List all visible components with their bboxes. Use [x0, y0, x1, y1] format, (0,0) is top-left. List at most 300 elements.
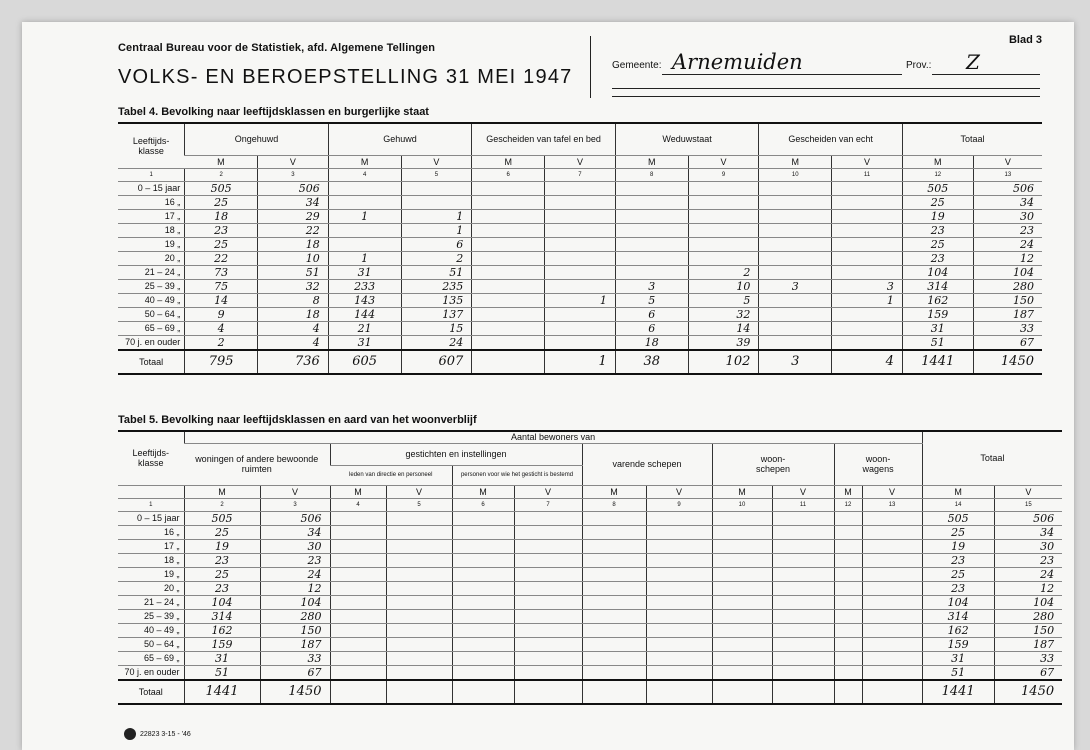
- count-cell: [514, 637, 582, 651]
- count-cell: 19: [922, 539, 994, 553]
- v-header: V: [514, 485, 582, 498]
- m-header: M: [615, 155, 688, 168]
- count-cell: 15: [401, 321, 472, 335]
- count-cell: [834, 651, 862, 665]
- count-cell: [832, 251, 903, 265]
- count-cell: 104: [973, 265, 1042, 279]
- count-cell: 280: [973, 279, 1042, 293]
- count-cell: 150: [973, 293, 1042, 307]
- count-cell: [452, 651, 514, 665]
- count-cell: [832, 223, 903, 237]
- count-cell: 51: [401, 265, 472, 279]
- m-header: M: [712, 485, 772, 498]
- mv-spacer: [118, 485, 184, 498]
- table-row: [118, 539, 1062, 553]
- table-row: [118, 181, 1042, 195]
- m-header: M: [834, 485, 862, 498]
- count-cell: [712, 651, 772, 665]
- count-cell: [688, 181, 759, 195]
- age-class: 25 – 39 „: [118, 609, 184, 623]
- count-cell: 34: [260, 525, 330, 539]
- count-cell: [772, 637, 834, 651]
- count-cell: 1: [328, 251, 401, 265]
- count-cell: [582, 595, 646, 609]
- count-cell: [452, 525, 514, 539]
- count-cell: 104: [994, 595, 1062, 609]
- count-cell: 104: [184, 595, 260, 609]
- count-cell: [862, 609, 922, 623]
- count-cell: [582, 637, 646, 651]
- count-cell: 3: [832, 279, 903, 293]
- staff-header: leden van directie en personeel: [330, 465, 452, 485]
- table-row: [118, 525, 1062, 539]
- table4: [118, 122, 1042, 375]
- count-cell: [545, 307, 616, 321]
- count-cell: 31: [328, 265, 401, 279]
- count-cell: 51: [184, 665, 260, 680]
- m-header: M: [328, 155, 401, 168]
- column-number: 6: [472, 168, 545, 181]
- count-cell: [330, 609, 386, 623]
- count-cell: 2: [688, 265, 759, 279]
- count-cell: [386, 651, 452, 665]
- total-cell: [452, 680, 514, 704]
- column-number: 10: [712, 498, 772, 511]
- ships-header: varende schepen: [582, 443, 712, 485]
- age-class: 16 „: [118, 195, 185, 209]
- count-cell: [712, 637, 772, 651]
- count-cell: [832, 195, 903, 209]
- print-code: [124, 728, 191, 740]
- age-class: 16 „: [118, 525, 184, 539]
- age-class: 40 – 49 „: [118, 293, 185, 307]
- count-cell: 4: [258, 335, 329, 350]
- count-cell: 24: [973, 237, 1042, 251]
- count-cell: [615, 195, 688, 209]
- count-cell: [832, 321, 903, 335]
- count-cell: [472, 321, 545, 335]
- count-cell: [330, 637, 386, 651]
- count-cell: 506: [994, 511, 1062, 525]
- v-header: V: [258, 155, 329, 168]
- table-row: [118, 665, 1062, 680]
- count-cell: [646, 637, 712, 651]
- count-cell: [386, 511, 452, 525]
- count-cell: [772, 539, 834, 553]
- count-cell: 25: [184, 525, 260, 539]
- count-cell: 14: [185, 293, 258, 307]
- count-cell: 8: [258, 293, 329, 307]
- count-cell: [452, 595, 514, 609]
- count-cell: [582, 581, 646, 595]
- count-cell: 104: [902, 265, 973, 279]
- column-number: 5: [386, 498, 452, 511]
- age-class: 50 – 64 „: [118, 307, 185, 321]
- count-cell: [330, 553, 386, 567]
- count-cell: [646, 539, 712, 553]
- count-cell: [452, 623, 514, 637]
- age-class: 17 „: [118, 539, 184, 553]
- v-header: V: [772, 485, 834, 498]
- count-cell: [832, 209, 903, 223]
- m-header: M: [582, 485, 646, 498]
- count-cell: 23: [902, 223, 973, 237]
- count-cell: [862, 539, 922, 553]
- count-cell: [386, 595, 452, 609]
- total-cell: 736: [258, 350, 329, 374]
- total-label: Totaal: [118, 680, 184, 704]
- count-cell: 162: [922, 623, 994, 637]
- count-cell: [834, 623, 862, 637]
- count-cell: [772, 581, 834, 595]
- count-cell: [545, 335, 616, 350]
- table-row: [118, 553, 1062, 567]
- count-cell: [646, 553, 712, 567]
- age-class: 20 „: [118, 581, 184, 595]
- count-cell: 506: [260, 511, 330, 525]
- count-cell: 25: [185, 237, 258, 251]
- total-cell: 605: [328, 350, 401, 374]
- count-cell: [330, 651, 386, 665]
- count-cell: 314: [922, 609, 994, 623]
- count-cell: 9: [185, 307, 258, 321]
- count-cell: [472, 307, 545, 321]
- table-row: [118, 651, 1062, 665]
- column-number: 9: [688, 168, 759, 181]
- total-cell: 4: [832, 350, 903, 374]
- count-cell: [328, 223, 401, 237]
- count-cell: [386, 581, 452, 595]
- total-cell: 1450: [994, 680, 1062, 704]
- count-cell: [615, 223, 688, 237]
- count-cell: 23: [973, 223, 1042, 237]
- v-header: V: [688, 155, 759, 168]
- v-header: V: [646, 485, 712, 498]
- count-cell: 25: [902, 195, 973, 209]
- count-cell: [862, 567, 922, 581]
- count-cell: [688, 251, 759, 265]
- count-cell: [472, 237, 545, 251]
- count-cell: [712, 595, 772, 609]
- count-cell: 22: [185, 251, 258, 265]
- count-cell: 29: [258, 209, 329, 223]
- total-cell: 1441: [902, 350, 973, 374]
- column-number: 1: [118, 498, 184, 511]
- count-cell: [615, 265, 688, 279]
- column-number: 10: [759, 168, 832, 181]
- table-row: [118, 335, 1042, 350]
- table-row: [118, 511, 1062, 525]
- count-cell: 10: [258, 251, 329, 265]
- table-row: [118, 265, 1042, 279]
- count-cell: [330, 581, 386, 595]
- count-cell: 18: [615, 335, 688, 350]
- count-cell: 6: [615, 321, 688, 335]
- count-cell: 32: [688, 307, 759, 321]
- count-cell: 6: [401, 237, 472, 251]
- count-cell: [834, 637, 862, 651]
- count-cell: 10: [688, 279, 759, 293]
- count-cell: 25: [184, 567, 260, 581]
- count-cell: [712, 553, 772, 567]
- count-cell: [514, 567, 582, 581]
- count-cell: [545, 279, 616, 293]
- table-row: [118, 581, 1062, 595]
- count-cell: 30: [994, 539, 1062, 553]
- count-cell: [514, 553, 582, 567]
- table-row: [118, 637, 1062, 651]
- column-number: 7: [514, 498, 582, 511]
- table-row: [118, 293, 1042, 307]
- count-cell: [386, 553, 452, 567]
- count-cell: [688, 209, 759, 223]
- count-cell: 4: [258, 321, 329, 335]
- count-cell: [472, 209, 545, 223]
- count-cell: [834, 525, 862, 539]
- column-number: 6: [452, 498, 514, 511]
- count-cell: [330, 595, 386, 609]
- count-cell: 39: [688, 335, 759, 350]
- count-cell: 506: [258, 181, 329, 195]
- count-cell: 25: [922, 567, 994, 581]
- count-cell: [772, 567, 834, 581]
- houseboats-header: woon- schepen: [712, 443, 834, 485]
- group-header: Ongehuwd: [185, 123, 329, 155]
- count-cell: [514, 609, 582, 623]
- count-cell: 144: [328, 307, 401, 321]
- form-title: VOLKS- EN BEROEPSTELLING 31 MEI 1947: [118, 66, 573, 88]
- count-cell: [832, 335, 903, 350]
- count-cell: [772, 651, 834, 665]
- count-cell: [514, 539, 582, 553]
- count-cell: 19: [184, 539, 260, 553]
- count-cell: [330, 665, 386, 680]
- count-cell: [832, 237, 903, 251]
- total-cell: 102: [688, 350, 759, 374]
- count-cell: [582, 567, 646, 581]
- age-class: 0 – 15 jaar: [118, 511, 184, 525]
- count-cell: 31: [902, 321, 973, 335]
- count-cell: 162: [184, 623, 260, 637]
- total-cell: [514, 680, 582, 704]
- count-cell: [772, 623, 834, 637]
- column-number: 8: [615, 168, 688, 181]
- table-row: [118, 567, 1062, 581]
- total-cell: 38: [615, 350, 688, 374]
- count-cell: 162: [902, 293, 973, 307]
- total-cell: [330, 680, 386, 704]
- column-number: 13: [973, 168, 1042, 181]
- total-cell: 795: [185, 350, 258, 374]
- count-cell: [472, 265, 545, 279]
- count-cell: [834, 665, 862, 680]
- count-cell: 24: [994, 567, 1062, 581]
- count-cell: 33: [260, 651, 330, 665]
- count-cell: [712, 511, 772, 525]
- count-cell: [834, 511, 862, 525]
- header-rule: [612, 88, 1040, 89]
- count-cell: [615, 237, 688, 251]
- count-cell: [615, 251, 688, 265]
- total-cell: [862, 680, 922, 704]
- count-cell: [582, 665, 646, 680]
- count-cell: 19: [902, 209, 973, 223]
- count-cell: 18: [185, 209, 258, 223]
- count-cell: 2: [185, 335, 258, 350]
- column-number: 11: [772, 498, 834, 511]
- count-cell: [330, 623, 386, 637]
- count-cell: 506: [973, 181, 1042, 195]
- count-cell: 31: [328, 335, 401, 350]
- count-cell: [759, 265, 832, 279]
- count-cell: [862, 581, 922, 595]
- count-cell: [646, 651, 712, 665]
- count-cell: 235: [401, 279, 472, 293]
- count-cell: 314: [184, 609, 260, 623]
- prov-line: [932, 74, 1040, 75]
- total-cell: 1441: [922, 680, 994, 704]
- count-cell: [582, 623, 646, 637]
- count-cell: 2: [401, 251, 472, 265]
- count-cell: [545, 181, 616, 195]
- count-cell: 34: [258, 195, 329, 209]
- count-cell: 4: [185, 321, 258, 335]
- count-cell: 67: [994, 665, 1062, 680]
- count-cell: 5: [688, 293, 759, 307]
- count-cell: [452, 637, 514, 651]
- count-cell: 75: [185, 279, 258, 293]
- count-cell: 18: [258, 237, 329, 251]
- count-cell: 33: [973, 321, 1042, 335]
- count-cell: [545, 265, 616, 279]
- prov-label: Prov.:: [906, 60, 932, 71]
- count-cell: 280: [260, 609, 330, 623]
- count-cell: [328, 181, 401, 195]
- count-cell: [582, 539, 646, 553]
- age-class: 21 – 24 „: [118, 595, 184, 609]
- count-cell: 24: [401, 335, 472, 350]
- age-class: 50 – 64 „: [118, 637, 184, 651]
- count-cell: [862, 525, 922, 539]
- table-row: [118, 623, 1062, 637]
- count-cell: [646, 595, 712, 609]
- count-cell: [401, 195, 472, 209]
- count-cell: [712, 525, 772, 539]
- total-row: [118, 350, 1042, 374]
- count-cell: [772, 609, 834, 623]
- institutions-header: gestichten en instellingen: [330, 443, 582, 465]
- count-cell: 51: [258, 265, 329, 279]
- v-header: V: [994, 485, 1062, 498]
- column-number: 4: [328, 168, 401, 181]
- m-header: M: [759, 155, 832, 168]
- count-cell: 505: [922, 511, 994, 525]
- gemeente-label: Gemeente:: [612, 60, 662, 71]
- count-cell: 25: [922, 525, 994, 539]
- count-cell: 159: [184, 637, 260, 651]
- count-cell: [772, 553, 834, 567]
- count-cell: [862, 595, 922, 609]
- total-cell: [386, 680, 452, 704]
- sheet-number: Blad 3: [1008, 34, 1042, 46]
- count-cell: [545, 223, 616, 237]
- count-cell: [452, 511, 514, 525]
- count-cell: [545, 251, 616, 265]
- count-cell: 23: [260, 553, 330, 567]
- count-cell: [712, 665, 772, 680]
- total-label: Totaal: [118, 350, 185, 374]
- count-cell: 280: [994, 609, 1062, 623]
- count-cell: [832, 265, 903, 279]
- count-cell: 33: [994, 651, 1062, 665]
- count-cell: [759, 251, 832, 265]
- count-cell: [772, 595, 834, 609]
- count-cell: [330, 539, 386, 553]
- table4-title: Tabel 4. Bevolking naar leeftijdsklassen en burgerlijke staat: [118, 106, 429, 118]
- column-number: 5: [401, 168, 472, 181]
- column-number: 13: [862, 498, 922, 511]
- total-cell: 1441: [184, 680, 260, 704]
- count-cell: [862, 511, 922, 525]
- count-cell: 5: [615, 293, 688, 307]
- count-cell: [759, 321, 832, 335]
- total-cell: [772, 680, 834, 704]
- total-cell: 1450: [260, 680, 330, 704]
- age-class: 21 – 24 „: [118, 265, 185, 279]
- age-class: 18 „: [118, 223, 185, 237]
- count-cell: [472, 223, 545, 237]
- count-cell: [712, 567, 772, 581]
- age-class: 40 – 49 „: [118, 623, 184, 637]
- total-cell: [582, 680, 646, 704]
- count-cell: [646, 623, 712, 637]
- count-cell: 314: [902, 279, 973, 293]
- count-cell: [514, 651, 582, 665]
- count-cell: 51: [902, 335, 973, 350]
- count-cell: 51: [922, 665, 994, 680]
- m-header: M: [922, 485, 994, 498]
- count-cell: 1: [832, 293, 903, 307]
- table-row: [118, 209, 1042, 223]
- count-cell: [834, 553, 862, 567]
- count-cell: [472, 195, 545, 209]
- count-cell: [452, 665, 514, 680]
- gemeente-value: Arnemuiden: [672, 50, 803, 74]
- count-cell: [514, 665, 582, 680]
- age-class: 19 „: [118, 567, 184, 581]
- total-cell: 1: [545, 350, 616, 374]
- count-cell: [452, 567, 514, 581]
- count-cell: [330, 525, 386, 539]
- count-cell: 1: [328, 209, 401, 223]
- count-cell: 24: [260, 567, 330, 581]
- count-cell: 233: [328, 279, 401, 293]
- count-cell: 150: [994, 623, 1062, 637]
- count-cell: 22: [258, 223, 329, 237]
- table5-title: Tabel 5. Bevolking naar leeftijdsklassen en aard van het woonverblijf: [118, 414, 477, 426]
- count-cell: [545, 321, 616, 335]
- count-cell: [759, 209, 832, 223]
- age-class: 65 – 69 „: [118, 651, 184, 665]
- age-class: 70 j. en ouder: [118, 335, 185, 350]
- m-header: M: [902, 155, 973, 168]
- count-cell: [472, 181, 545, 195]
- count-cell: 143: [328, 293, 401, 307]
- count-cell: [832, 307, 903, 321]
- count-cell: [472, 335, 545, 350]
- residents-superheader: Aantal bewoners van: [184, 431, 922, 443]
- table-row: [118, 251, 1042, 265]
